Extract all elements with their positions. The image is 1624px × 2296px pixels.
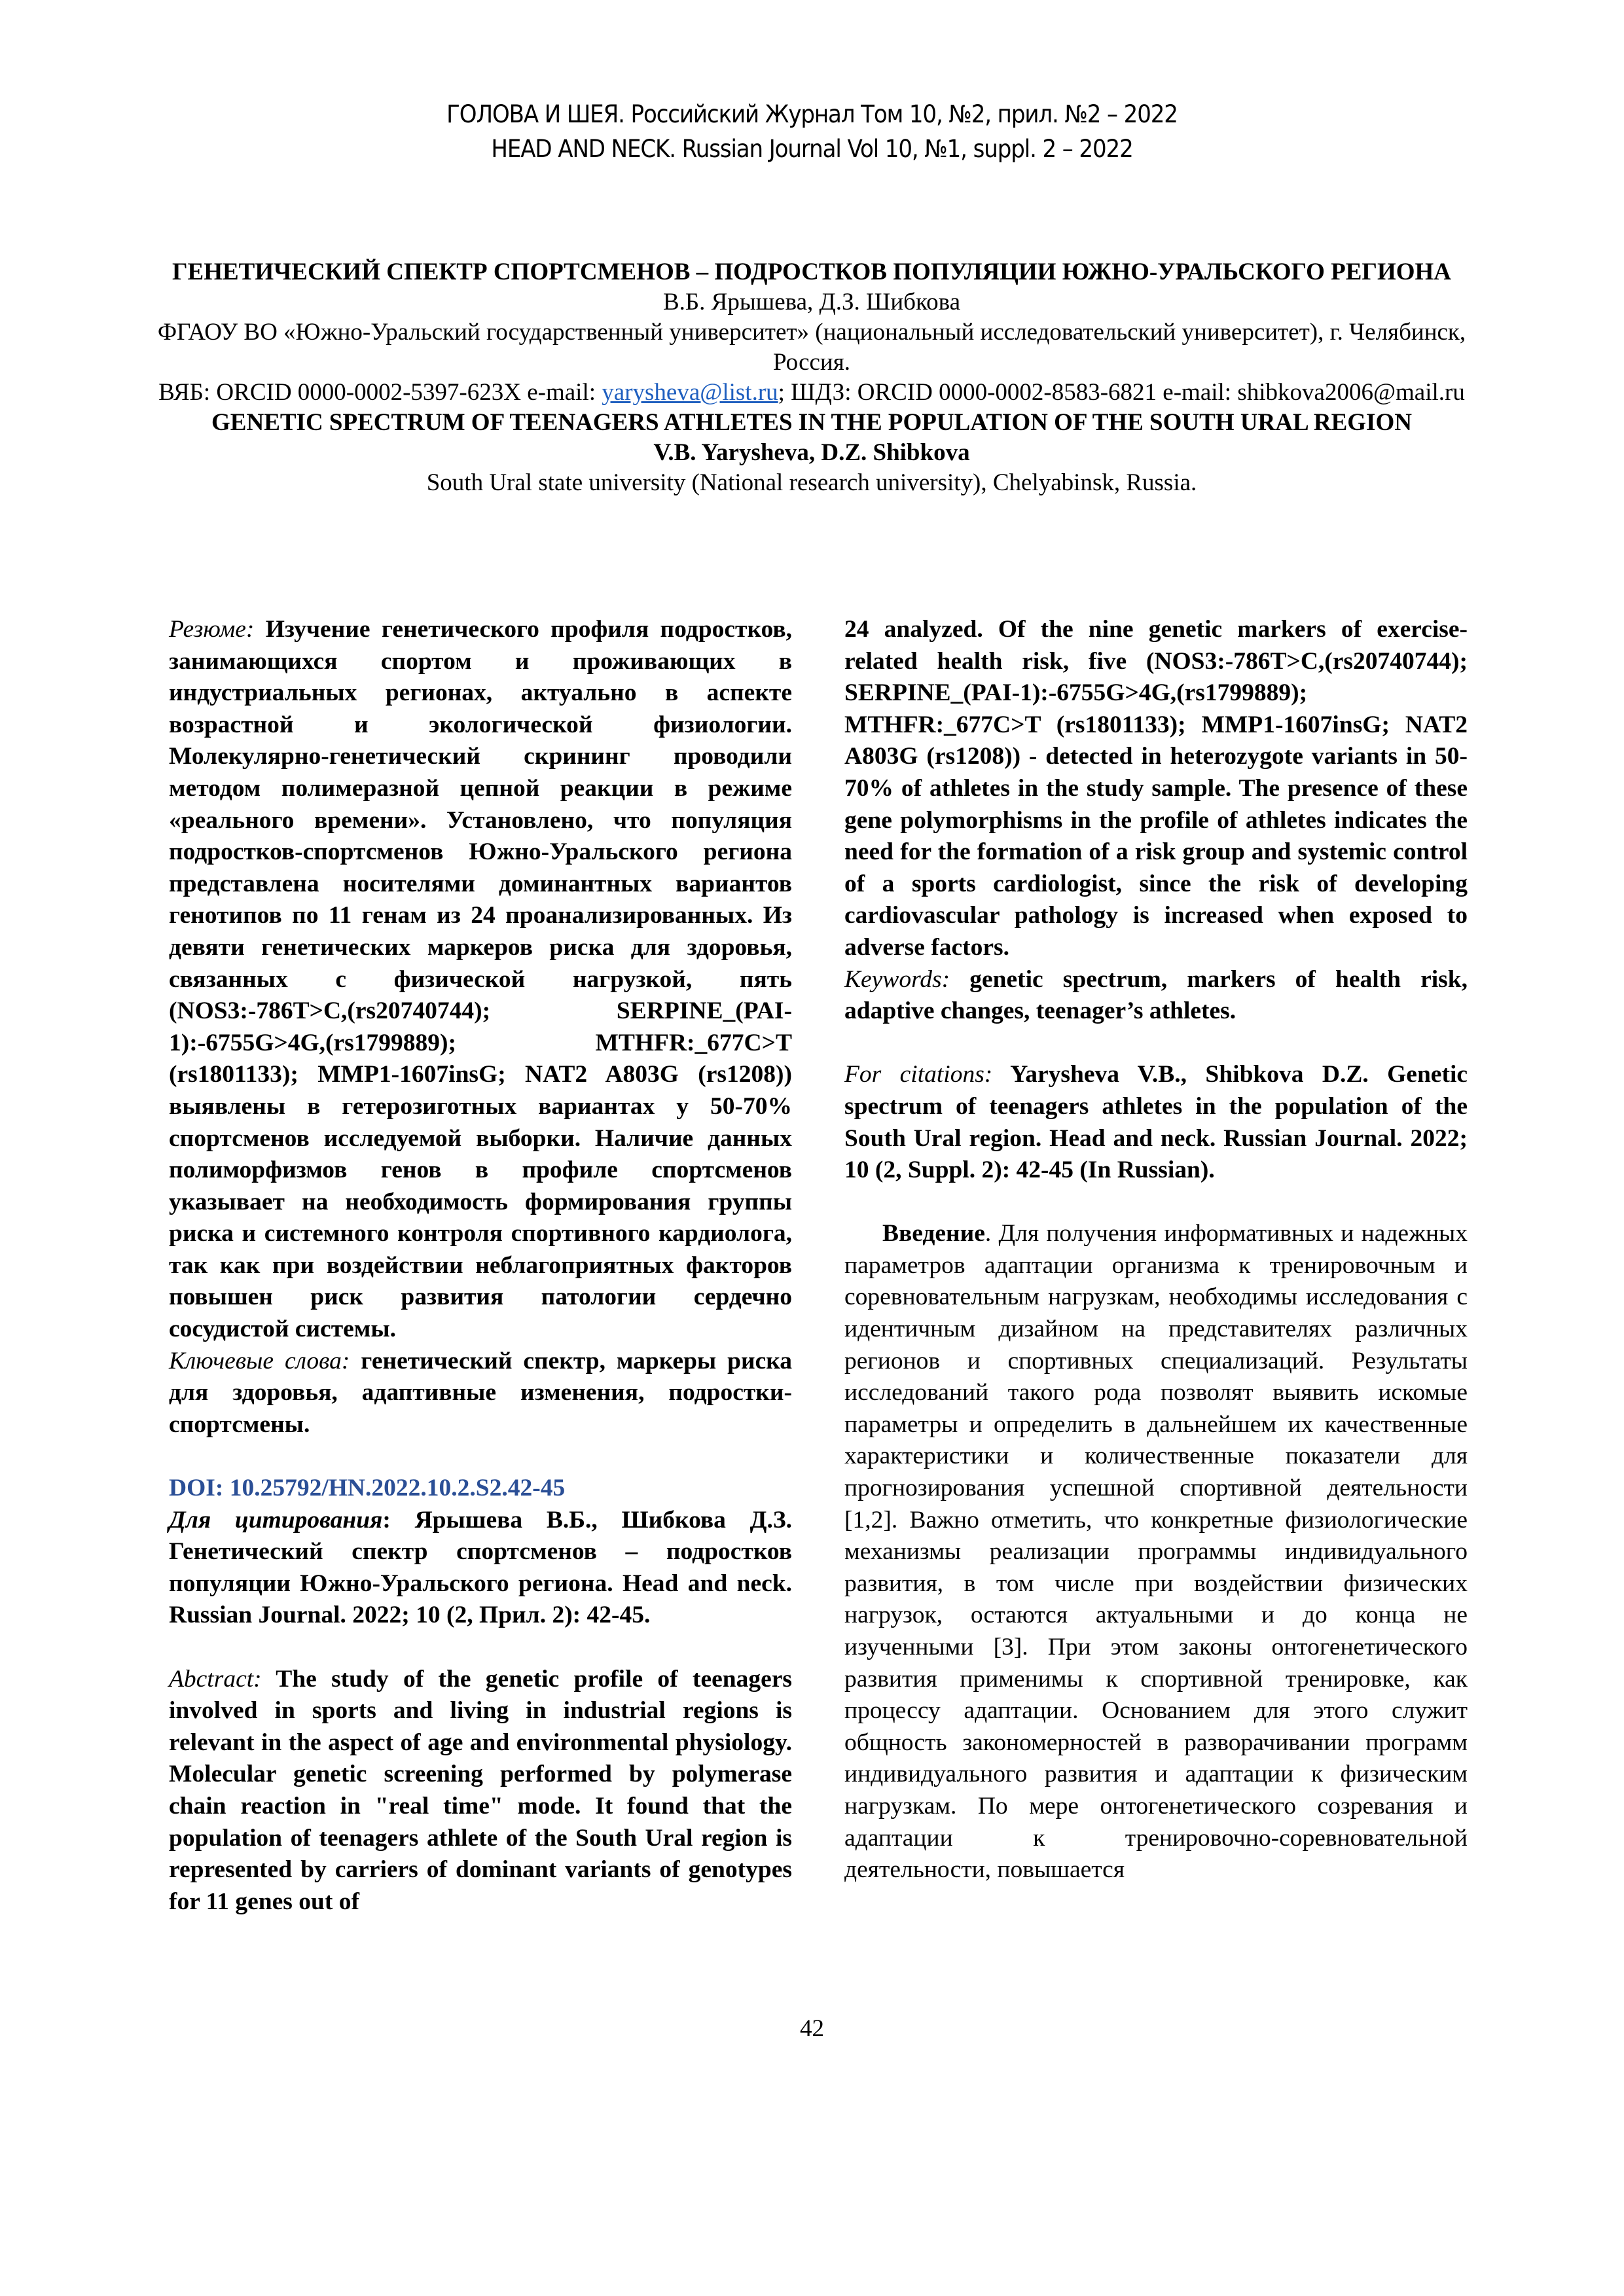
citation-ru-label: Для цитирования: [169, 1506, 383, 1534]
resume-label: Резюме:: [169, 616, 255, 643]
left-column: [169, 614, 792, 1918]
abstract-paragraph-part1: [169, 1664, 792, 1918]
author-contacts: [157, 378, 1466, 408]
keywords-ru-text: генетический спектр, маркеры риска для здоровья, адаптивные изменения, подростки-спортсмены.: [169, 1347, 792, 1438]
citation-en-text: Yarysheva V.B., Shibkova D.Z. Genetic spectrum of teenagers athletes in the population of the South Ural region. Head and neck. Russian Journal. 2022; 10 (2, Suppl. 2): 42-45 (In Russian).: [844, 1061, 1468, 1184]
citation-en-paragraph: [844, 1059, 1468, 1186]
keywords-en-text: genetic spectrum, markers of health risk, adaptive changes, teenager’s athletes.: [844, 965, 1468, 1025]
right-column: [844, 614, 1468, 1886]
introduction-label: Введение: [882, 1220, 985, 1247]
abstract-text-part1: The study of the genetic profile of teenagers involved in sports and living in industrial regions is relevant in the aspect of age and environmental physiology. Molecular genetic screening performed by polymerase chain reaction in "real time" mode. It found that the population of teenagers athlete of the South Ural region is represented by carriers of dominant variants of genotypes for 11 genes out of: [169, 1665, 792, 1915]
email-link[interactable]: yarysheva@list.ru: [602, 379, 778, 406]
keywords-en-paragraph: [844, 964, 1468, 1028]
citation-en-label: For citations:: [844, 1061, 993, 1088]
introduction-text: . Для получения информативных и надежных параметров адаптации организма к тренировочным и соревновательным нагрузкам, необходимы исследования с идентичным дизайном на представителях различных регионов и спортивных специализаций. Результаты исследований такого рода позволят выявить искомые параметры и определить в дальнейшем их качественные характеристики и количественные показатели для прогнозирования успешной спортивной деятельности [1,2]. Важно отметить, что конкретные физиологические механизмы реализации программы индивидуального развития, в том числе при воздействии физических нагрузок, остаются актуальными и до конца не изученными [3]. При этом законы онтогенетического развития применимы к спортивной тренировке, как процессу адаптации. Основанием для этого служит общность закономерностей в разворачивании программ индивидуального развития и адаптации к физическим нагрузкам. По мере онтогенетического созревания и адаптации к тренировочно-соревновательной деятельности, повышается: [844, 1220, 1468, 1884]
doi: DOI: 10.25792/HN.2022.10.2.S2.42-45: [169, 1475, 566, 1502]
keywords-ru-label: Ключевые слова:: [169, 1347, 350, 1374]
running-header: [65, 97, 1559, 166]
resume-text: Изучение генетического профиля подростков, занимающихся спортом и проживающих в индустриальных регионах, актуально в аспекте возрастной и экологической физиологии. Молекулярно-генетический скрининг проводили методом полимеразной цепной реакции в режиме «реального времени». Установлено, что популяция подростков-спортсменов Южно-Уральского региона представлена носителями доминантных вариантов генотипов по 11 генам из 24 проанализированных. Из девяти генетических маркеров риска для здоровья, связанных с физической нагрузкой, пять (NOS3:-786T>C,(rs20740744); SERPINE_(PAI-1):-6755G>4G,(rs1799889); MTHFR:_677C>T (rs1801133); MMP1-1607insG; NAT2 A803G (rs1208)) выявлены в гетерозиготных вариантах у 50-70% спортсменов исследуемой выборки. Наличие данных полиморфизмов генов в профиле спортсменов указывает на необходимость формирования группы риска и системного контроля спортивного кардиолога, так как при воздействии неблагоприятных факторов повышен риск развития патологии сердечно сосудистой системы.: [169, 616, 792, 1343]
citation-ru-paragraph: [169, 1505, 792, 1632]
article-title-en: GENETIC SPECTRUM OF TEENAGERS ATHLETES IN THE POPULATION OF THE SOUTH URAL REGION: [211, 409, 1412, 436]
contacts-prefix: ВЯБ: ORCID 0000-0002-5397-623X e-mail:: [158, 379, 602, 406]
article-title-block: [157, 257, 1466, 498]
authors-en: V.B. Yarysheva, D.Z. Shibkova: [653, 439, 970, 466]
keywords-en-label: Keywords:: [844, 965, 950, 993]
affiliation-en: South Ural state university (National research university), Chelyabinsk, Russia.: [426, 469, 1197, 496]
resume-paragraph: [169, 614, 792, 1346]
contacts-suffix: ; ШДЗ: ORCID 0000-0002-8583-6821 e-mail: shibkova2006@mail.ru: [778, 379, 1465, 406]
running-header-ru: ГОЛОВА И ШЕЯ. Российский Журнал Том 10, №2, прил. №2 – 2022: [446, 100, 1178, 128]
citation-ru-text: : Ярышева В.Б., Шибкова Д.З. Генетический спектр спортсменов – подростков популяции Южно-Уральского региона. Head and neck. Russian Journal. 2022; 10 (2, Прил. 2): 42-45.: [169, 1506, 792, 1629]
article-title-ru: ГЕНЕТИЧЕСКИЙ СПЕКТР СПОРТСМЕНОВ – ПОДРОСТКОВ ПОПУЛЯЦИИ ЮЖНО-УРАЛЬСКОГО РЕГИОНА: [171, 259, 1452, 285]
page-number: 42: [800, 2015, 824, 2042]
running-header-en: HEAD AND NECK. Russian Journal Vol 10, №1, suppl. 2 – 2022: [491, 135, 1133, 163]
authors-ru: В.Б. Ярышева, Д.З. Шибкова: [662, 289, 960, 315]
abstract-label: Abctract:: [169, 1665, 262, 1693]
affiliation-ru: ФГАОУ ВО «Южно-Уральский государственный университет» (национальный исследовательский университет), г. Челябинск, Россия.: [157, 319, 1466, 376]
introduction-paragraph: [844, 1218, 1468, 1886]
keywords-ru-paragraph: [169, 1346, 792, 1441]
abstract-paragraph-part2: 24 analyzed. Of the nine genetic markers of exercise-related health risk, five (NOS3:-786T>C,(rs20740744); SERPINE_(PAI-1):-6755G>4G,(rs1799889); MTHFR:_677C>T (rs1801133); MMP1-1607insG; NAT2 A803G (rs1208)) - detected in heterozygote variants in 50-70% of athletes in the study sample. The presence of these gene polymorphisms in the profile of athletes indicates the need for the formation of a risk group and systemic control of a sports cardiologist, since the risk of developing cardiovascular pathology is increased when exposed to adverse factors.: [844, 616, 1468, 961]
